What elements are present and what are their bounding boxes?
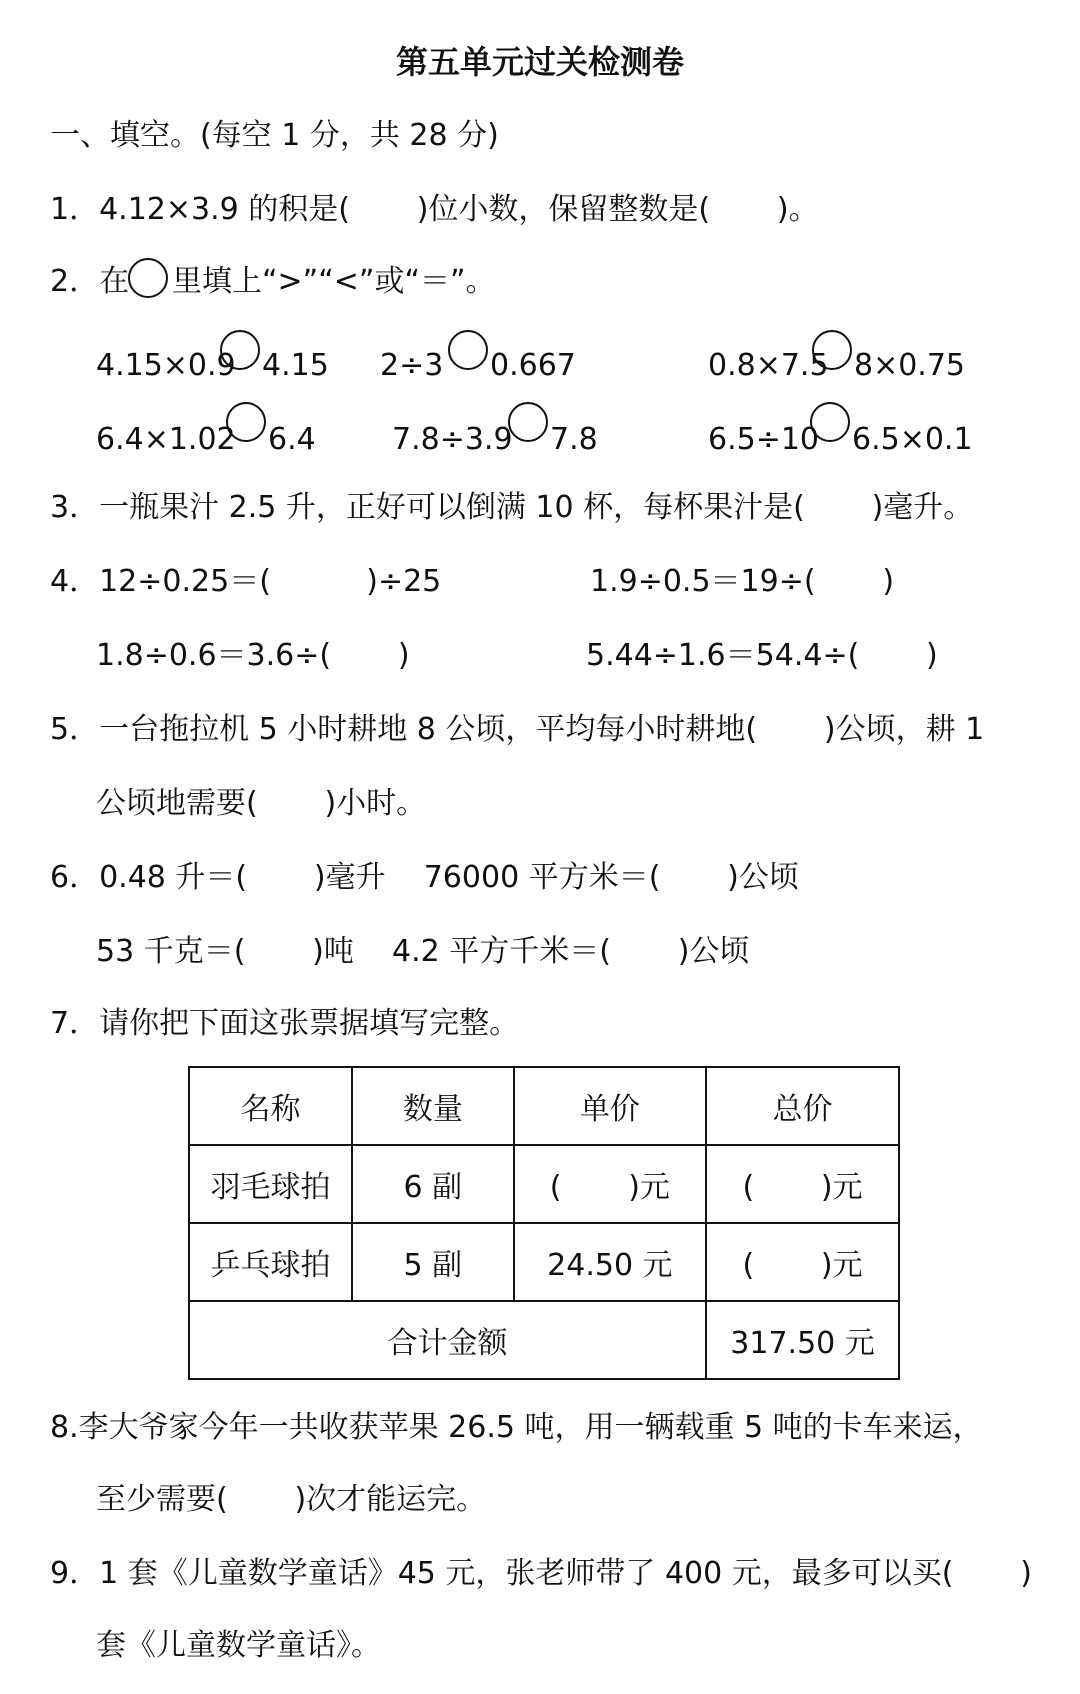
question-8-line1: 8.李大爷家今年一共收获苹果 26.5 吨，用一辆载重 5 吨的卡车来运， [50, 1410, 983, 1445]
comparison-circle[interactable] [810, 402, 850, 442]
question-6-line1: 6．0.48 升＝( )毫升 76000 平方米＝( )公顷 [50, 860, 799, 895]
compare-left: 6.4×1.02 [96, 422, 236, 457]
compare-left: 7.8÷3.9 [392, 422, 513, 457]
comparison-circle[interactable] [508, 402, 548, 442]
compare-right: 0.667 [490, 348, 576, 383]
compare-left: 6.5÷10 [708, 422, 820, 457]
item-name: 乒乓球拍 [189, 1223, 352, 1301]
section-heading: 一、填空。(每空 1 分，共 28 分) [50, 118, 499, 153]
table-row [189, 1145, 899, 1223]
total-label: 合计金额 [189, 1301, 706, 1379]
header-unit-price: 单价 [514, 1067, 706, 1145]
comparison-circle[interactable] [128, 258, 168, 298]
compare-right: 7.8 [550, 422, 598, 457]
receipt-table [188, 1066, 900, 1380]
question-3: 3．一瓶果汁 2.5 升，正好可以倒满 10 杯，每杯果汁是( )毫升。 [50, 490, 974, 525]
compare-left: 2÷3 [380, 348, 444, 383]
total-value: 317.50 元 [706, 1301, 899, 1379]
question-8-line2: 至少需要( )次才能运完。 [96, 1482, 487, 1517]
comparison-circle[interactable] [812, 330, 852, 370]
question-7: 7．请你把下面这张票据填写完整。 [50, 1006, 520, 1041]
compare-right: 6.5×0.1 [852, 422, 973, 457]
question-4b: 1.9÷0.5＝19÷( ) [590, 564, 895, 599]
question-4a: 4．12÷0.25＝( )÷25 [50, 564, 442, 599]
page-title: 第五单元过关检测卷 [395, 43, 684, 81]
item-quantity: 5 副 [352, 1223, 514, 1301]
question-4d: 5.44÷1.6＝54.4÷( ) [586, 638, 938, 673]
header-name: 名称 [189, 1067, 352, 1145]
question-9-line1: 9．1 套《儿童数学童话》45 元，张老师带了 400 元，最多可以买( ) [50, 1556, 1032, 1591]
total-price-blank[interactable]: ( )元 [706, 1145, 899, 1223]
item-name: 羽毛球拍 [189, 1145, 352, 1223]
question-5-line1: 5．一台拖拉机 5 小时耕地 8 公顷，平均每小时耕地( )公顷，耕 1 [50, 712, 985, 747]
compare-left: 0.8×7.5 [708, 348, 829, 383]
question-2-suffix: 里填上“>”“<”或“＝”。 [172, 264, 496, 299]
question-2-prefix: 2．在 [50, 264, 130, 299]
table-header-row [189, 1067, 899, 1145]
compare-right: 6.4 [268, 422, 316, 457]
table-row [189, 1223, 899, 1301]
comparison-circle[interactable] [220, 330, 260, 370]
table-total-row [189, 1301, 899, 1379]
comparison-circle[interactable] [448, 330, 488, 370]
unit-price-blank[interactable]: ( )元 [514, 1145, 706, 1223]
header-quantity: 数量 [352, 1067, 514, 1145]
question-4c: 1.8÷0.6＝3.6÷( ) [96, 638, 410, 673]
unit-price: 24.50 元 [514, 1223, 706, 1301]
question-1: 1．4.12×3.9 的积是( )位小数，保留整数是( )。 [50, 192, 819, 227]
question-9-line2: 套《儿童数学童话》。 [96, 1628, 381, 1663]
question-6-line2: 53 千克＝( )吨 4.2 平方千米＝( )公顷 [96, 934, 750, 969]
comparison-circle[interactable] [226, 402, 266, 442]
total-price-blank[interactable]: ( )元 [706, 1223, 899, 1301]
compare-left: 4.15×0.9 [96, 348, 236, 383]
header-total-price: 总价 [706, 1067, 899, 1145]
question-5-line2: 公顷地需要( )小时。 [96, 786, 427, 821]
compare-right: 8×0.75 [854, 348, 966, 383]
compare-right: 4.15 [262, 348, 329, 383]
item-quantity: 6 副 [352, 1145, 514, 1223]
